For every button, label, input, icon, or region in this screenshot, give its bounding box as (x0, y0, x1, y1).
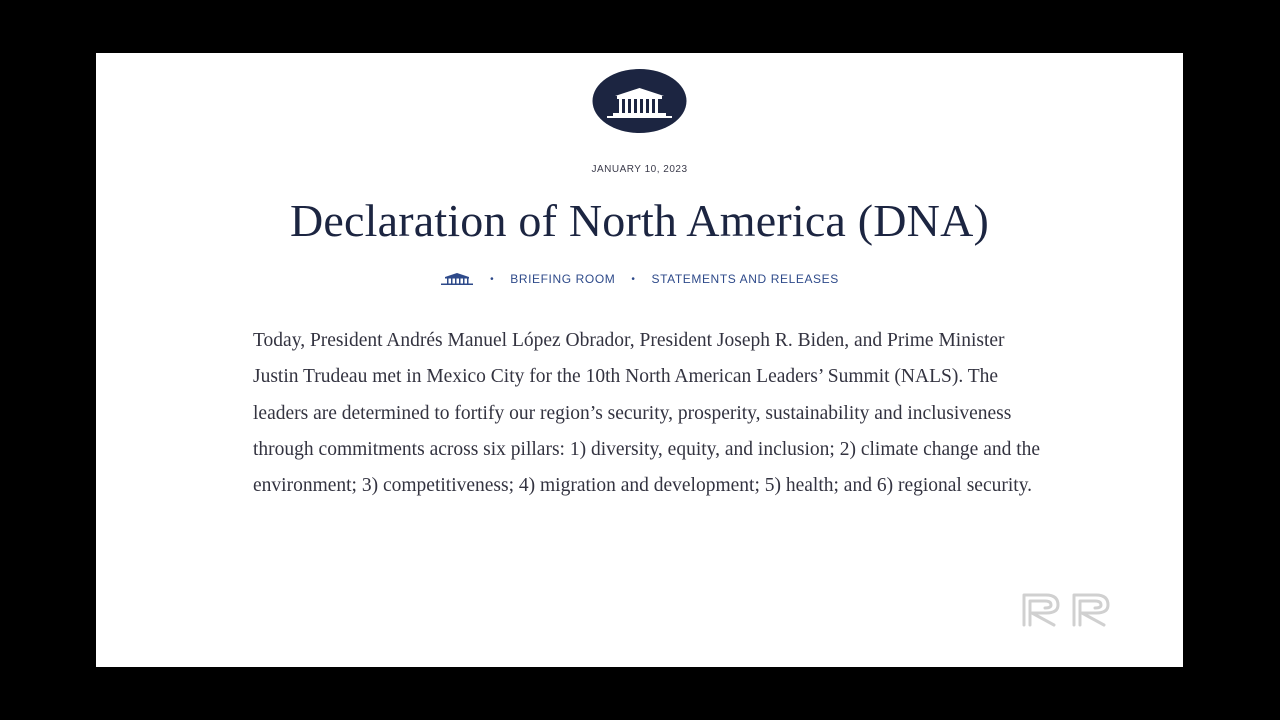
white-house-seal-icon[interactable] (591, 68, 688, 134)
page-title: Declaration of North America (DNA) (289, 195, 990, 246)
white-house-icon[interactable] (440, 272, 474, 286)
breadcrumb-briefing-room-link[interactable]: BRIEFING ROOM (510, 272, 616, 286)
breadcrumb-separator: • (631, 273, 636, 285)
breadcrumb-separator: • (490, 273, 495, 285)
rr-watermark-logo (1018, 587, 1124, 631)
document-page (96, 53, 1183, 667)
publication-date: JANUARY 10, 2023 (591, 164, 688, 175)
breadcrumb (96, 272, 1183, 286)
breadcrumb-statements-link[interactable]: STATEMENTS AND RELEASES (651, 272, 839, 286)
article-paragraph: Today, President Andrés Manuel López Obrador, President Joseph R. Biden, and Prime Minister Justin Trudeau met in Mexico City for the 10th North American Leaders’ Summit (NALS). The leaders are determined to fortify our region’s security, prosperity, sustainability and inclusiveness through commitments across six pillars: 1) diversity, equity, and inclusion; 2) climate change and the environment; 3) competitiveness; 4) migration and development; 5) health; and 6) regional security. (253, 330, 1041, 497)
